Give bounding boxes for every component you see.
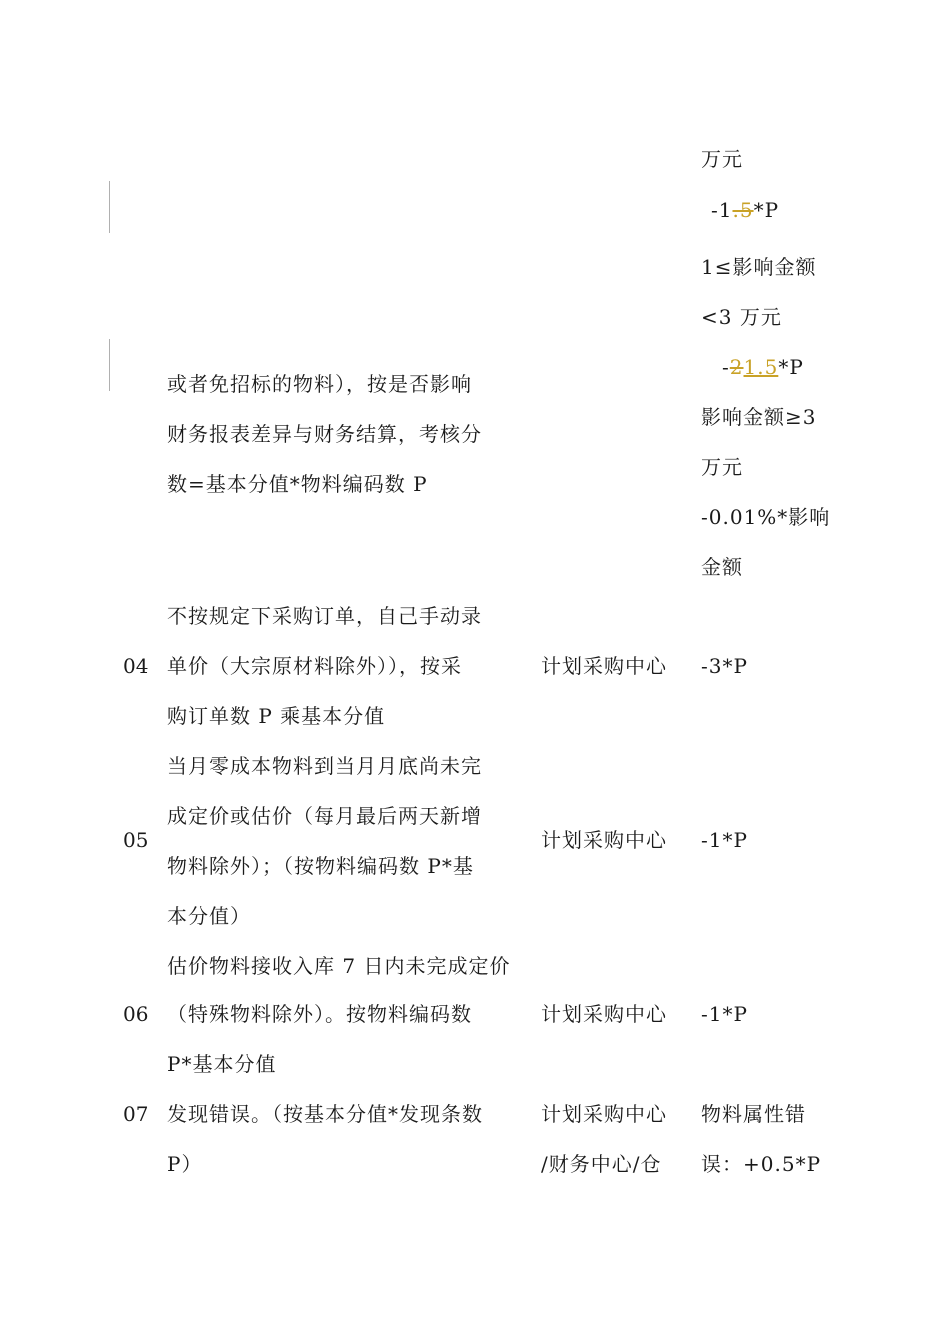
row03-desc-line: 数=基本分值*物料编码数 P	[167, 472, 428, 496]
row03-desc-line: 财务报表差异与财务结算，考核分	[167, 422, 482, 446]
row07-dept-line: 计划采购中心	[541, 1102, 667, 1126]
row07-score-line: 误：+0.5*P	[701, 1152, 822, 1176]
row05-desc-line: 当月零成本物料到当月月底尚未完	[167, 754, 482, 778]
row05-number: 05	[123, 828, 149, 852]
row06-desc-line: P*基本分值	[167, 1052, 277, 1076]
row06-dept: 计划采购中心	[541, 1002, 667, 1026]
row06-desc-line: （特殊物料除外）。按物料编码数	[167, 1002, 472, 1026]
tracked-insertion: 1.5	[743, 355, 779, 379]
row07-number: 07	[123, 1102, 149, 1126]
row03-score-line: 金额	[701, 555, 743, 579]
row03-score-line: -0.01%*影响	[701, 505, 831, 529]
row03-score-line: 万元	[701, 147, 743, 171]
row03-score-line: 影响金额≥3	[701, 405, 817, 429]
row06-score: -1*P	[701, 1002, 748, 1026]
row04-desc-line: 不按规定下采购订单，自己手动录	[167, 604, 482, 628]
row05-dept: 计划采购中心	[541, 828, 667, 852]
row06-desc-line: 估价物料接收入库 7 日内未完成定价	[167, 954, 511, 978]
row07-desc-line: 发现错误。（按基本分值*发现条数	[167, 1102, 483, 1126]
row07-desc-line: P）	[167, 1152, 203, 1176]
revision-bar	[109, 181, 110, 233]
row03-score-line: <3 万元	[701, 305, 782, 329]
row04-score: -3*P	[701, 654, 748, 678]
row06-number: 06	[123, 1002, 149, 1026]
row07-score-line: 物料属性错	[701, 1102, 806, 1126]
row05-desc-line: 成定价或估价（每月最后两天新增	[167, 804, 482, 828]
row04-number: 04	[123, 654, 149, 678]
row03-desc-line: 或者免招标的物料），按是否影响	[167, 372, 472, 396]
revision-bar	[109, 339, 110, 391]
row03-score-line: 1≤影响金额	[701, 255, 817, 279]
row03-score-tracked: -1.5*P	[711, 198, 780, 222]
row05-desc-line: 本分值）	[167, 904, 251, 928]
tracked-deletion: 2	[729, 355, 744, 379]
row04-dept: 计划采购中心	[541, 654, 667, 678]
row03-score-line: 万元	[701, 455, 743, 479]
row05-score: -1*P	[701, 828, 748, 852]
row05-desc-line: 物料除外）；（按物料编码数 P*基	[167, 854, 474, 878]
row03-score-tracked: -21.5*P	[722, 355, 804, 379]
row04-desc-line: 购订单数 P 乘基本分值	[167, 704, 386, 728]
row07-dept-line: /财务中心/仓	[541, 1152, 662, 1176]
row04-desc-line: 单价（大宗原材料除外）），按采	[167, 654, 462, 678]
tracked-deletion: .5	[732, 198, 754, 222]
